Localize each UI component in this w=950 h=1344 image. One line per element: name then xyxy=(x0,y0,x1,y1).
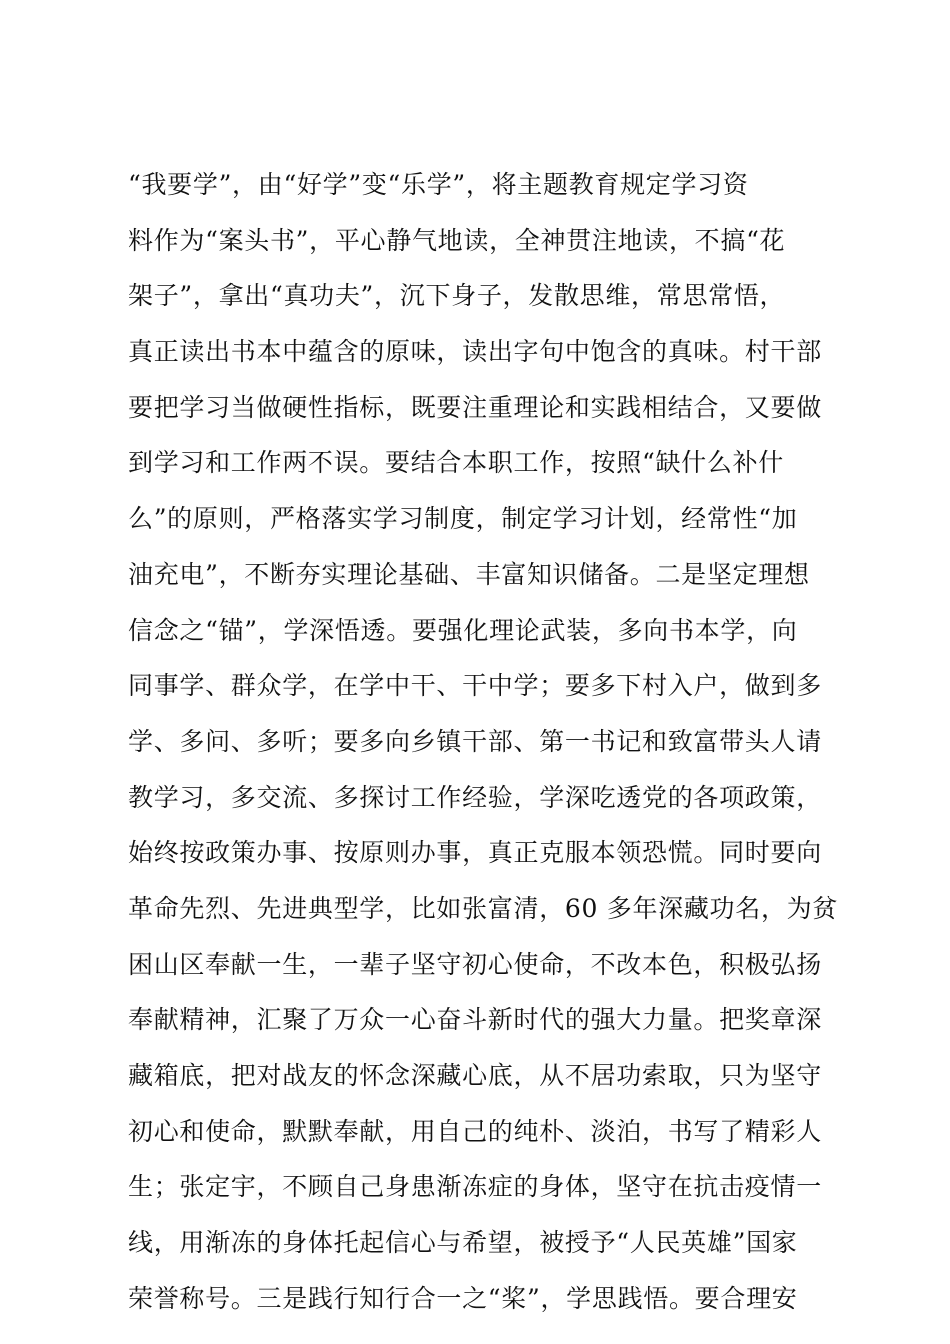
text-line: 同事学、群众学，在学中干、干中学；要多下村入户，做到多 xyxy=(128,671,822,701)
body-paragraph xyxy=(128,157,839,1326)
text-line: 要把学习当做硬性指标，既要注重理论和实践相结合，又要做 xyxy=(128,392,822,422)
text-line: 线，用渐冻的身体托起信心与希望，被授予“人民英雄”国家 xyxy=(128,1228,798,1258)
text-line: 初心和使命，默默奉献，用自己的纯朴、淡泊，书写了精彩人 xyxy=(128,1116,822,1146)
text-line: 油充电”，不断夯实理论基础、丰富知识储备。二是坚定理想 xyxy=(128,559,810,589)
text-line: 到学习和工作两不误。要结合本职工作，按照“缺什么补什 xyxy=(128,448,784,478)
text-line: 始终按政策办事、按原则办事，真正克服本领恐慌。同时要向 xyxy=(128,838,822,868)
text-line: 学、多问、多听；要多向乡镇干部、第一书记和致富带头人请 xyxy=(128,726,822,756)
text-line: 信念之“锚”，学深悟透。要强化理论武装，多向书本学，向 xyxy=(128,615,798,645)
text-line: 奉献精神，汇聚了万众一心奋斗新时代的强大力量。把奖章深 xyxy=(128,1005,822,1035)
text-line: 真正读出书本中蕴含的原味，读出字句中饱含的真味。村干部 xyxy=(128,337,822,367)
text-line: 革命先烈、先进典型学，比如张富清，60 多年深藏功名，为贫 xyxy=(128,893,839,923)
text-line: 困山区奉献一生，一辈子坚守初心使命，不改本色，积极弘扬 xyxy=(128,949,822,979)
text-line: 荣誉称号。三是践行知行合一之“桨”，学思践悟。要合理安 xyxy=(128,1283,798,1313)
text-line: 么”的原则，严格落实学习制度，制定学习计划，经常性“加 xyxy=(128,504,798,534)
text-line: “我要学”，由“好学”变“乐学”，将主题教育规定学习资 xyxy=(128,170,749,199)
text-line: 教学习，多交流、多探讨工作经验，学深吃透党的各项政策， xyxy=(128,782,822,812)
text-line: 藏箱底，把对战友的怀念深藏心底，从不居功索取，只为坚守 xyxy=(128,1061,822,1090)
text-line: 架子”，拿出“真功夫”，沉下身子，发散思维，常思常悟， xyxy=(128,281,786,311)
text-line: 生；张定宇，不顾自己身患渐冻症的身体，坚守在抗击疫情一 xyxy=(128,1172,822,1202)
text-line: 料作为“案头书”，平心静气地读，全神贯注地读，不搞“花 xyxy=(128,225,786,255)
